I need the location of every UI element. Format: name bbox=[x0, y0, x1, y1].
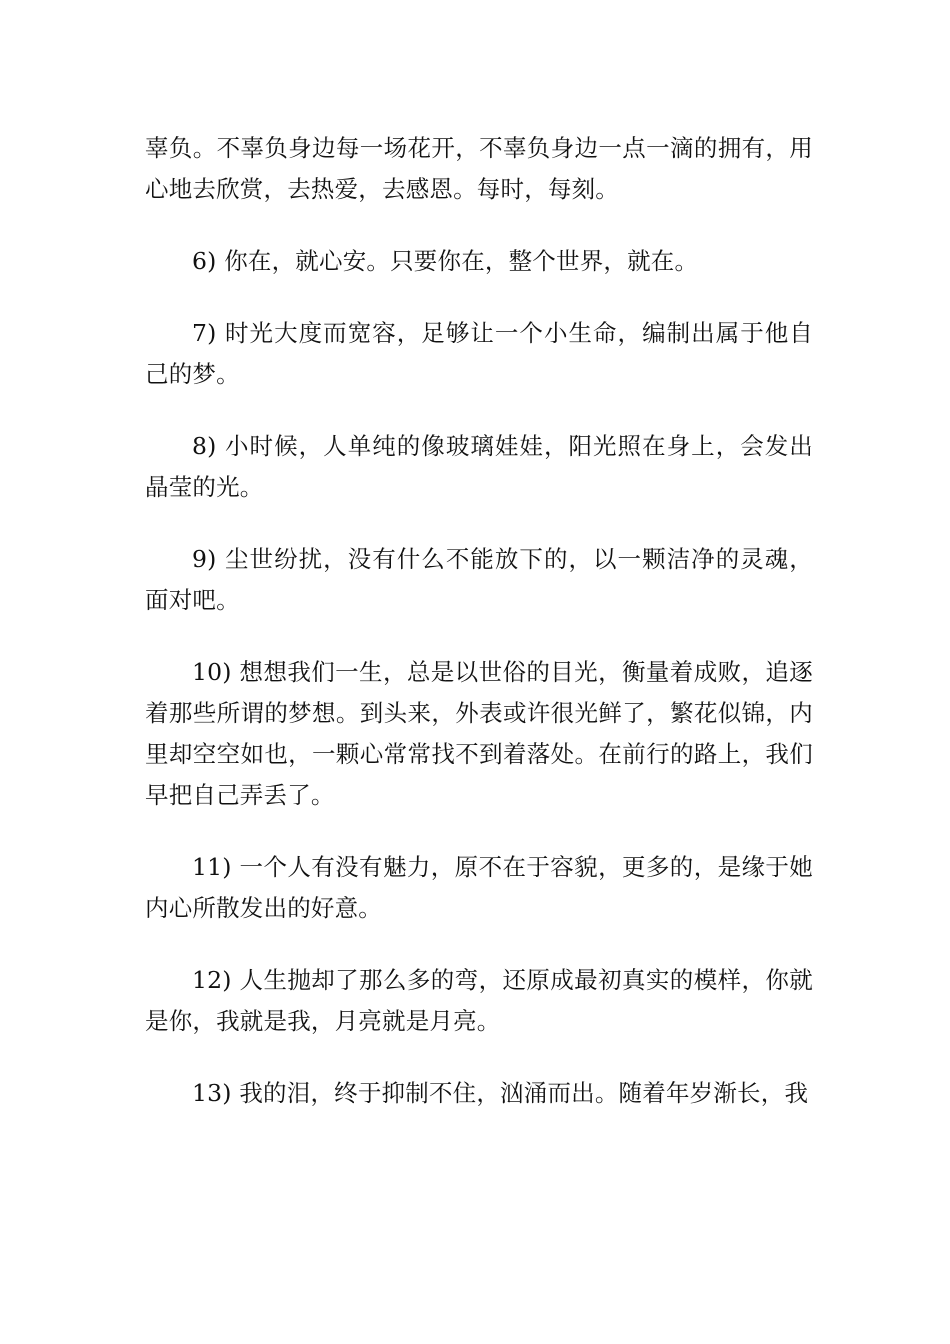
paragraph-item-13: 13) 我的泪，终于抑制不住，汹涌而出。随着年岁渐长，我 bbox=[192, 1079, 809, 1107]
paragraph-item-12: 12) 人生抛却了那么多的弯，还原成最初真实的模样，你就是你，我就是我，月亮就是月亮。 bbox=[145, 966, 813, 1035]
paragraph-item-6: 6) 你在，就心安。只要你在，整个世界，就在。 bbox=[192, 247, 699, 275]
paragraph-item-9: 9) 尘世纷扰，没有什么不能放下的，以一颗洁净的灵魂，面对吧。 bbox=[145, 545, 813, 614]
paragraph-continuation: 辜负。不辜负身边每一场花开，不辜负身边一点一滴的拥有，用心地去欣赏，去热爱，去感恩。每时，每刻。 bbox=[145, 134, 813, 203]
paragraph-item-10: 10) 想想我们一生，总是以世俗的目光，衡量着成败，追逐着那些所谓的梦想。到头来，外表或许很光鲜了，繁花似锦，内里却空空如也，一颗心常常找不到着落处。在前行的路上，我们早把自己弄丢了。 bbox=[145, 658, 813, 809]
paragraph-item-8: 8) 小时候，人单纯的像玻璃娃娃，阳光照在身上，会发出晶莹的光。 bbox=[145, 432, 813, 501]
paragraph-item-7: 7) 时光大度而宽容，足够让一个小生命，编制出属于他自己的梦。 bbox=[145, 319, 813, 388]
paragraph-item-11: 11) 一个人有没有魅力，原不在于容貌，更多的，是缘于她内心所散发出的好意。 bbox=[145, 853, 813, 922]
document-page bbox=[145, 128, 813, 1114]
